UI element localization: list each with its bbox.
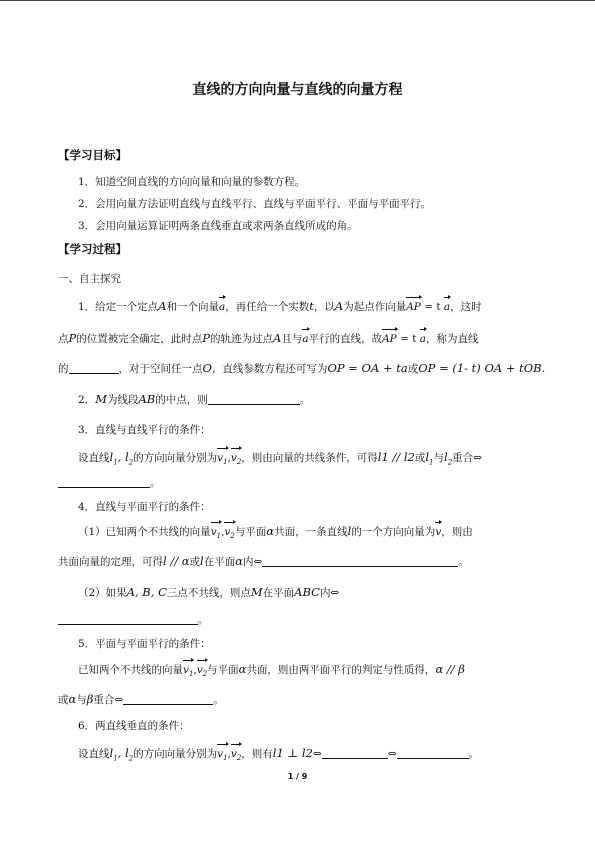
p2-line: 2．M为线段AB的中点，则 。 xyxy=(78,392,311,406)
goal-1: 1．知道空间直线的方向向量和向量的参数方程。 xyxy=(78,176,306,188)
blank[interactable] xyxy=(322,748,388,759)
parallel-l1-l2: l1 // l2 xyxy=(377,450,415,464)
blank[interactable] xyxy=(58,614,198,625)
blank[interactable] xyxy=(69,363,119,374)
perpendicular-l1-l2: l1 ⊥ l2 xyxy=(272,746,313,760)
page-number: 1 / 9 xyxy=(287,772,308,781)
p6-heading: 6．两直线垂直的条件： xyxy=(78,720,190,732)
p4-line3: （2）如果A, B, C三点不共线，则点M在平面ABC内⇔ xyxy=(78,585,340,599)
page-title: 直线的方向向量与直线的向量方程 xyxy=(192,82,403,98)
p3-heading: 3．直线与直线平行的条件： xyxy=(78,424,211,436)
blank[interactable] xyxy=(123,694,213,705)
goals-heading: 【学习目标】 xyxy=(58,148,127,162)
blank[interactable] xyxy=(397,748,469,759)
p1-line2: 点P的位置被完全确定，此时点P的轨迹为过点A且与a平行的直线，故AP = t a，称为直线 xyxy=(58,331,479,345)
goal-2: 2．会用向量方法证明直线与直线平行、直线与平面平行、平面与平面平行。 xyxy=(78,198,432,210)
section-self-explore: 一、自主探究 xyxy=(58,273,121,285)
p5-heading: 5．平面与平面平行的条件： xyxy=(78,638,211,650)
p6-line1: 设直线$l_1$, $l_2$的方向向量分别为$v_1,v_2$，则有l1 ⊥ l2⇔ ⇔ 。 xyxy=(78,746,479,765)
p1-line3: 的 ，对于空间任一点O，直线参数方程还可写为OP = OA + ta或OP = (1- t) OA + tOB. xyxy=(58,361,546,375)
blank[interactable] xyxy=(208,394,300,405)
p3-line2: 。 xyxy=(58,476,161,490)
goal-3: 3．会用向量运算证明两条直线垂直或求两条直线所成的角。 xyxy=(78,220,358,232)
blank[interactable] xyxy=(262,556,458,567)
blank[interactable] xyxy=(58,477,150,488)
p4-line1: （1）已知两个不共线的向量$v_1,v_2$与平面α共面，一条直线l的一个方向向量为v，则由 xyxy=(78,524,473,543)
p5-line1: 已知两个不共线的向量$v_1,v_2$与平面α共面，则由两平面平行的判定与性质得，α // β xyxy=(78,662,465,681)
top-rule xyxy=(0,0,595,1)
p4-heading: 4．直线与平面平行的条件： xyxy=(78,501,211,513)
p1-line1: 1．给定一个定点A和一个向量a，再任给一个实数t，以A为起点作向量AP = t a，这时 xyxy=(78,299,482,313)
equation-1: OP = OA + ta xyxy=(327,361,408,375)
p4-line2: 共面向量的定理，可得l // α或l在平面α内⇔ 。 xyxy=(58,554,469,568)
p4-line4: 。 xyxy=(58,613,209,627)
p5-line2: 或α与β重合⇔ 。 xyxy=(58,692,224,706)
parallel-alpha-beta: α // β xyxy=(435,662,465,676)
process-heading: 【学习过程】 xyxy=(58,242,127,256)
vector-ap: AP xyxy=(406,301,421,313)
p3-line1: 设直线$l_1$, $l_2$的方向向量分别为$v_1,v_2$，则由向量的共线条件，可得l1 // l2或$l_1$与$l_2$重合⇔ xyxy=(78,450,482,469)
parallel-l-alpha: l // α xyxy=(163,554,190,568)
equation-2: OP = (1- t) OA + tOB. xyxy=(418,361,546,375)
